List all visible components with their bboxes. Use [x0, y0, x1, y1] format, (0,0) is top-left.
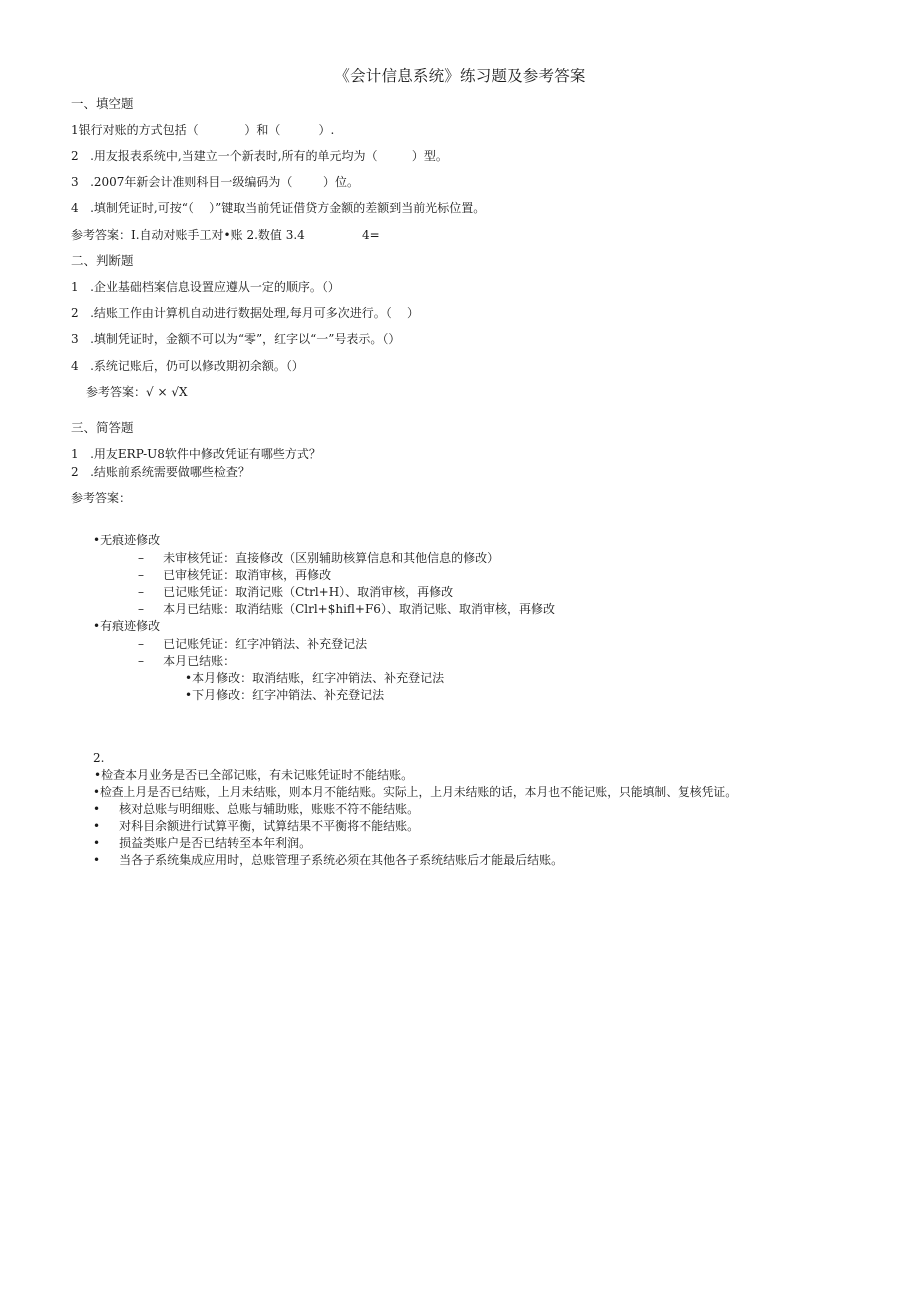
fill-blank-question-3: 3 .2007年新会计准则科目一级编码为（ ）位。: [71, 175, 359, 189]
untraceable-modify-heading: •无痕迹修改: [93, 533, 161, 547]
untraceable-item-4: – 本月已结账：取消结账（Clrl+$hifl+F6）、取消记账、取消审核，再修改: [138, 602, 555, 616]
fill-blank-question-4: 4 .填制凭证时,可按“（ ）”键取当前凭证借贷方金额的差额到当前光标位置。: [71, 201, 486, 215]
fill-blank-answer: 参考答案：Ⅰ.自动对账手工对•账 2.数值 3.4 4=: [71, 228, 380, 242]
answer-2-number: 2.: [93, 751, 105, 765]
document-title: 《会计信息系统》练习题及参考答案: [334, 67, 586, 85]
section-heading-judge: 二、判断题: [71, 253, 134, 268]
judge-question-4: 4 .系统记账后，仍可以修改期初余额。（）: [71, 359, 304, 373]
traceable-subitem-current-month: •本月修改：取消结账，红字冲销法、补充登记法: [185, 671, 445, 685]
closing-check-6: • 当各子系统集成应用时，总账管理子系统必须在其他各子系统结账后才能最后结账。: [93, 853, 564, 867]
closing-check-3: • 核对总账与明细账、总账与辅助账，账账不符不能结账。: [93, 802, 420, 816]
traceable-item-1: – 已记账凭证：红字冲销法、补充登记法: [138, 637, 368, 651]
judge-question-2: 2 .结账工作由计算机自动进行数据处理,每月可多次进行。（ ）: [71, 306, 419, 320]
untraceable-item-3: – 已记账凭证：取消记账（Ctrl+H）、取消审核，再修改: [138, 585, 454, 599]
untraceable-item-1: – 未审核凭证：直接修改（区别辅助核算信息和其他信息的修改）: [138, 551, 500, 565]
closing-check-4: • 对科目余额进行试算平衡，试算结果不平衡将不能结账。: [93, 819, 420, 833]
traceable-modify-heading: •有痕迹修改: [93, 619, 161, 633]
judge-answer: 参考答案：√ × √X: [86, 385, 188, 399]
fill-blank-question-2: 2 .用友报表系统中,当建立一个新表时,所有的单元均为（ ）型。: [71, 149, 448, 163]
judge-question-3: 3 .填制凭证时，金额不可以为“零”，红字以“一”号表示。（）: [71, 332, 401, 346]
traceable-item-2: – 本月已结账：: [138, 654, 236, 668]
closing-check-1: •检查本月业务是否已全部记账，有未记账凭证时不能结账。: [94, 768, 414, 782]
section-heading-short-answer: 三、简答题: [71, 420, 134, 435]
untraceable-item-2: – 已审核凭证：取消审核，再修改: [138, 568, 332, 582]
closing-check-5: • 损益类账户是否已结转至本年利润。: [93, 836, 312, 850]
section-heading-fill-blank: 一、填空题: [71, 96, 134, 111]
judge-question-1: 1 .企业基础档案信息设置应遵从一定的顺序。（）: [71, 280, 340, 294]
closing-check-2: •检查上月是否已结账，上月未结账，则本月不能结账。实际上，上月未结账的话，本月也不能记账，只能填制、复核凭证。: [93, 785, 737, 799]
short-question-2: 2 .结账前系统需要做哪些检查？: [71, 465, 250, 479]
short-question-1: 1 .用友ERP-U8软件中修改凭证有哪些方式？: [71, 447, 321, 461]
fill-blank-question-1: 1银行对账的方式包括（ ）和（ ）.: [71, 123, 335, 137]
traceable-subitem-next-month: •下月修改：红字冲销法、补充登记法: [185, 688, 385, 702]
short-answer-label: 参考答案：: [71, 491, 132, 505]
